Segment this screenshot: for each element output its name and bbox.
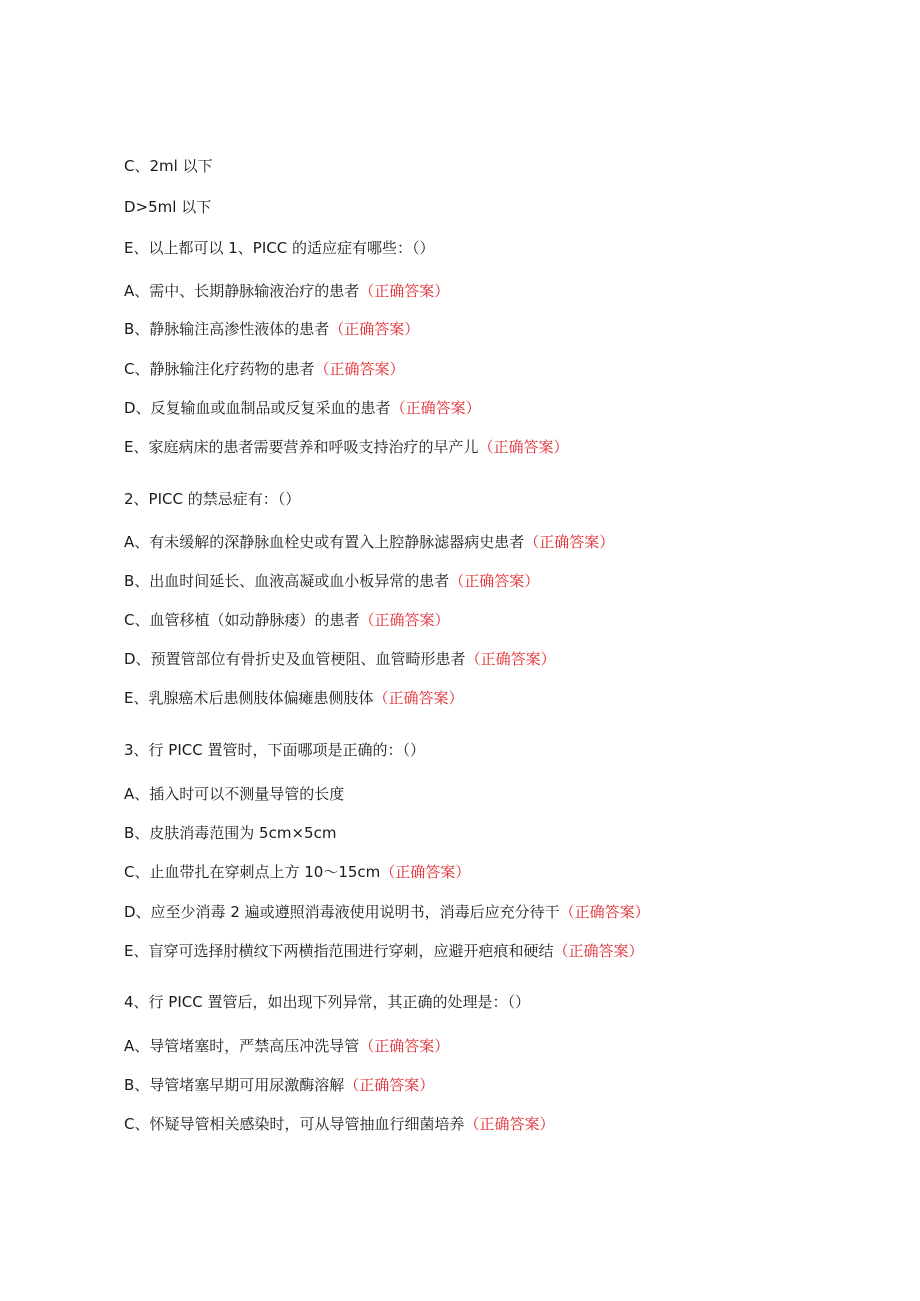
option-line (124, 437, 569, 457)
option-text: C、止血带扎在穿刺点上方 10～15cm (124, 863, 381, 881)
option-line (124, 784, 344, 804)
option-line (124, 571, 539, 591)
option-line (124, 1036, 449, 1056)
correct-answer-mark: （正确答案） (329, 320, 420, 338)
option-line (124, 532, 614, 552)
option-text: C、血管移植（如动静脉瘘）的患者 (124, 611, 360, 629)
question-line (124, 238, 434, 258)
option-text: C、怀疑导管相关感染时，可从导管抽血行细菌培养 (124, 1115, 465, 1133)
correct-answer-mark: （正确答案） (390, 399, 481, 417)
option-text: E、乳腺癌术后患侧肢体偏瘫患侧肢体 (124, 689, 374, 707)
correct-answer-mark: （正确答案） (559, 903, 650, 921)
correct-answer-mark: （正确答案） (359, 611, 450, 629)
option-text: A、插入时可以不测量导管的长度 (124, 785, 345, 803)
correct-answer-mark: （正确答案） (359, 282, 450, 300)
option-text: E、盲穿可选择肘横纹下两横指范围进行穿刺，应避开疤痕和硬结 (124, 942, 554, 960)
correct-answer-mark: （正确答案） (373, 689, 464, 707)
correct-answer-mark: （正确答案） (478, 438, 569, 456)
option-line (124, 1114, 555, 1134)
correct-answer-mark: （正确答案） (314, 360, 405, 378)
question-text: 2、PICC 的禁忌症有：（） (124, 490, 301, 508)
question-line (124, 740, 425, 760)
question-text: E、以上都可以 1、PICC 的适应症有哪些：（） (124, 239, 435, 257)
correct-answer-mark: （正确答案） (465, 650, 556, 668)
option-line (124, 281, 449, 301)
option-text: A、有未缓解的深静脉血栓史或有置入上腔静脉滤器病史患者 (124, 533, 525, 551)
option-text: D、预置管部位有骨折史及血管梗阻、血管畸形患者 (124, 650, 466, 668)
correct-answer-mark: （正确答案） (553, 942, 644, 960)
option-line (124, 941, 644, 961)
correct-answer-mark: （正确答案） (464, 1115, 555, 1133)
option-text: C、2ml 以下 (124, 157, 213, 175)
correct-answer-mark: （正确答案） (524, 533, 615, 551)
option-text: D>5ml 以下 (124, 198, 212, 216)
option-line (124, 862, 470, 882)
option-text: B、皮肤消毒范围为 5cm×5cm (124, 824, 337, 842)
option-text: D、应至少消毒 2 遍或遵照消毒液使用说明书，消毒后应充分待干 (124, 903, 560, 921)
option-text: B、导管堵塞早期可用尿激酶溶解 (124, 1076, 345, 1094)
question-text: 4、行 PICC 置管后，如出现下列异常，其正确的处理是：（） (124, 993, 530, 1011)
option-line (124, 649, 556, 669)
question-line (124, 992, 530, 1012)
option-text: B、静脉输注高渗性液体的患者 (124, 320, 330, 338)
option-line (124, 688, 464, 708)
correct-answer-mark: （正确答案） (449, 572, 540, 590)
option-line (124, 156, 213, 176)
option-line (124, 319, 419, 339)
option-line (124, 1075, 434, 1095)
option-text: E、家庭病床的患者需要营养和呼吸支持治疗的早产儿 (124, 438, 479, 456)
option-text: C、静脉输注化疗药物的患者 (124, 360, 315, 378)
option-text: A、需中、长期静脉输液治疗的患者 (124, 282, 360, 300)
option-line (124, 197, 211, 217)
correct-answer-mark: （正确答案） (344, 1076, 435, 1094)
option-line (124, 398, 481, 418)
correct-answer-mark: （正确答案） (380, 863, 471, 881)
option-line (124, 823, 336, 843)
correct-answer-mark: （正确答案） (359, 1037, 450, 1055)
option-line (124, 359, 405, 379)
option-line (124, 902, 650, 922)
option-line (124, 610, 450, 630)
option-text: D、反复输血或血制品或反复采血的患者 (124, 399, 391, 417)
option-text: B、出血时间延长、血液高凝或血小板异常的患者 (124, 572, 450, 590)
question-text: 3、行 PICC 置管时，下面哪项是正确的：（） (124, 741, 425, 759)
question-line (124, 489, 300, 509)
option-text: A、导管堵塞时，严禁高压冲洗导管 (124, 1037, 360, 1055)
